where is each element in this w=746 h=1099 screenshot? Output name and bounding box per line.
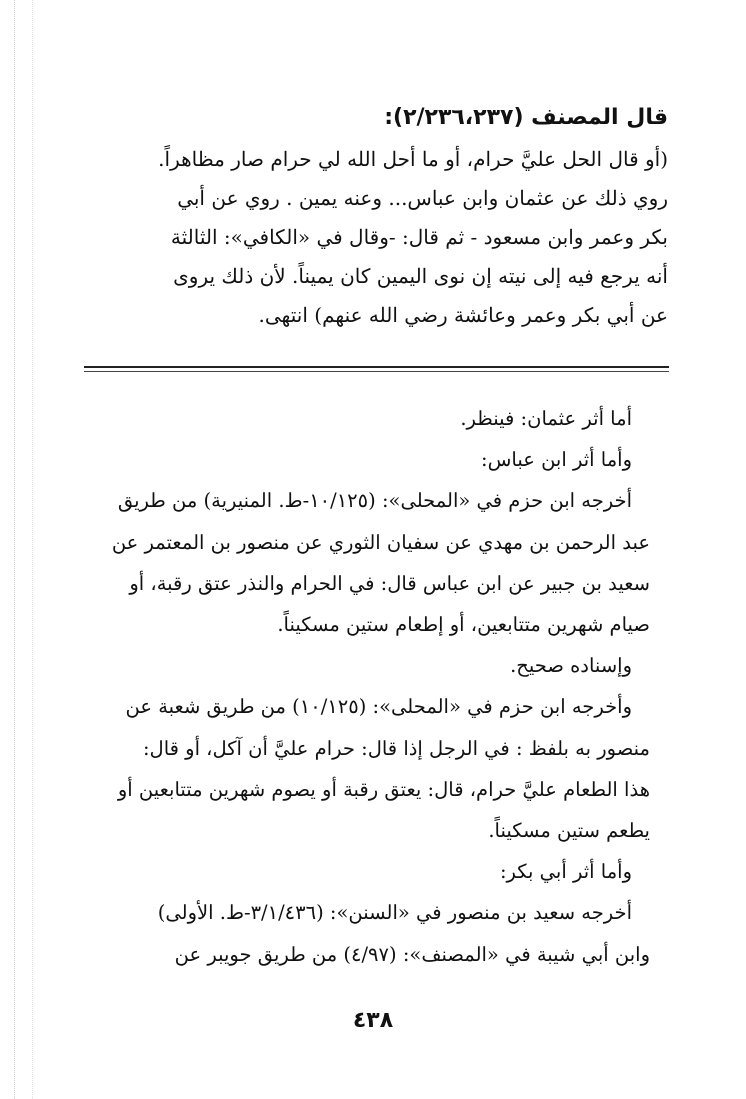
commentary-body: [80, 398, 650, 975]
body-line: يطعم ستين مسكيناً.: [488, 819, 650, 843]
quote-line: عن أبي بكر وعمر وعائشة رضي الله عنهم) انتهى.: [258, 303, 668, 327]
quoted-passage: [78, 140, 668, 335]
body-line: هذا الطعام عليَّ حرام، قال: يعتق رقبة أو يصوم شهرين متتابعين أو: [117, 777, 650, 801]
section-heading: قال المصنف (٢/٢٣٦،٢٣٧):: [384, 105, 668, 130]
body-line: سعيد بن جبير عن ابن عباس قال: في الحرام والنذر عتق رقبة، أو: [129, 571, 650, 595]
body-line: وأخرجه ابن حزم في «المحلى»: (١٠/١٢٥) من طريق شعبة عن: [125, 695, 632, 719]
quote-line: بكر وعمر وابن مسعود - ثم قال: -وقال في «الكافي»: الثالثة: [170, 225, 668, 249]
body-line: وأما أثر أبي بكر:: [499, 860, 632, 884]
section-divider: [84, 366, 669, 368]
body-line: وأما أثر ابن عباس:: [481, 448, 632, 472]
quote-line: أنه يرجع فيه إلى نيته إن نوى اليمين كان يميناً. لأن ذلك يروى: [173, 264, 668, 288]
section-divider-thin: [84, 371, 669, 372]
scan-edge-artifact: [14, 0, 16, 1099]
body-line: أما أثر عثمان: فينظر.: [460, 407, 632, 430]
body-line: عبد الرحمن بن مهدي عن سفيان الثوري عن منصور بن المعتمر عن: [111, 530, 650, 554]
quote-line: روي ذلك عن عثمان وابن عباس... وعنه يمين . روي عن أبي: [177, 186, 668, 210]
scan-edge-artifact: [32, 0, 34, 1099]
body-line: أخرجه سعيد بن منصور في «السنن»: (٣/١/٤٣٦-ط. الأولى): [157, 901, 632, 925]
quote-line: (أو قال الحل عليَّ حرام، أو ما أحل الله لي حرام صار مظاهراً.: [158, 147, 668, 171]
body-line: وابن أبي شيبة في «المصنف»: (٤/٩٧) من طريق جويبر عن: [174, 942, 650, 966]
body-line: منصور به بلفظ : في الرجل إذا قال: حرام عليَّ أن آكل، أو قال:: [142, 736, 650, 760]
body-line: وإسناده صحيح.: [510, 654, 632, 678]
page-number: ٤٣٨: [352, 1008, 394, 1033]
body-line: أخرجه ابن حزم في «المحلى»: (١٠/١٢٥-ط. المنيرية) من طريق: [117, 489, 632, 513]
body-line: صيام شهرين متتابعين، أو إطعام ستين مسكيناً.: [277, 613, 650, 637]
